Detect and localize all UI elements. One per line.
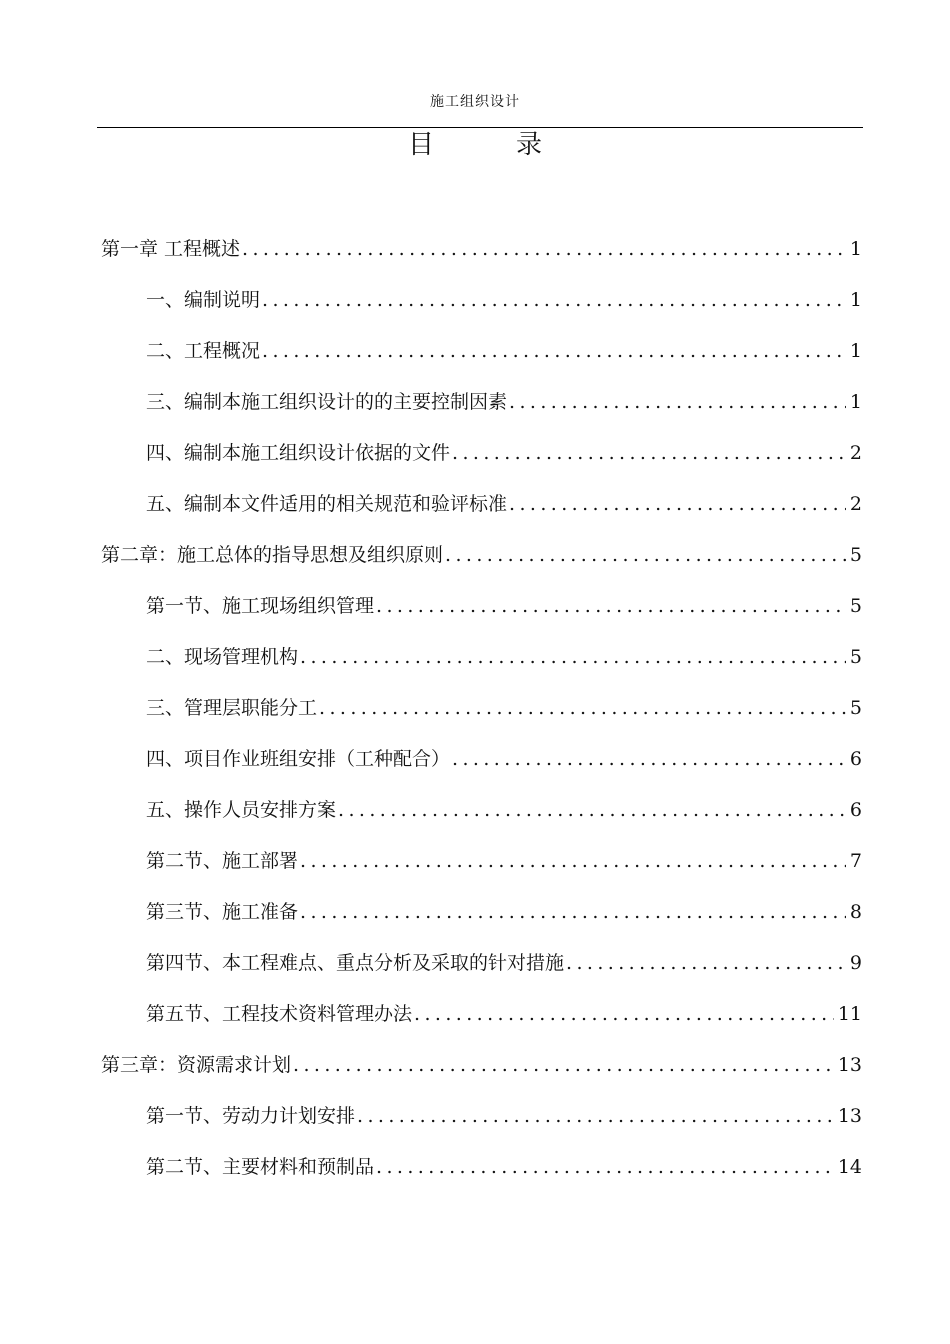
toc-entry-label: 第二节、施工部署 [146, 850, 299, 872]
toc-leader-dots [300, 642, 846, 672]
toc-entry-page: 6 [849, 799, 862, 821]
toc-leader-dots [566, 948, 846, 978]
toc-entry[interactable] [101, 285, 862, 336]
toc-entry-label: 三、编制本施工组织设计的的主要控制因素 [146, 391, 508, 413]
toc-entry[interactable] [101, 438, 862, 489]
toc-title-right: 录 [516, 130, 543, 160]
toc-leader-dots [319, 693, 846, 723]
toc-entry[interactable] [101, 999, 862, 1050]
toc-entry-page: 2 [849, 442, 862, 464]
toc-leader-dots [509, 489, 846, 519]
toc-entry-page: 11 [837, 1003, 862, 1025]
toc-title [0, 124, 950, 161]
toc-entry-label: 四、编制本施工组织设计依据的文件 [146, 442, 451, 464]
toc-entry-page: 2 [849, 493, 862, 515]
toc-entry[interactable] [101, 1101, 862, 1152]
toc-leader-dots [338, 795, 846, 825]
toc-entry-label: 第三节、施工准备 [146, 901, 299, 923]
toc-entry-page: 6 [849, 748, 862, 770]
toc-entry-label: 第二章：施工总体的指导思想及组织原则 [101, 544, 444, 566]
toc-entry-label: 第一节、劳动力计划安排 [146, 1105, 356, 1127]
toc-entry[interactable] [101, 642, 862, 693]
toc-leader-dots [452, 744, 846, 774]
toc-entry-label: 第二节、主要材料和预制品 [146, 1156, 375, 1178]
toc-entry[interactable] [101, 948, 862, 999]
toc-entry-page: 1 [849, 289, 862, 311]
toc-leader-dots [293, 1050, 834, 1080]
toc-entry-page: 13 [837, 1054, 862, 1076]
toc-leader-dots [509, 387, 846, 417]
toc-entry[interactable] [101, 591, 862, 642]
toc-leader-dots [262, 336, 846, 366]
toc-entry-page: 13 [837, 1105, 862, 1127]
toc-leader-dots [376, 591, 846, 621]
toc-entry[interactable] [101, 744, 862, 795]
toc-entry-page: 5 [849, 646, 862, 668]
toc-entry-label: 第五节、工程技术资料管理办法 [146, 1003, 413, 1025]
toc-entry-label: 第一节、施工现场组织管理 [146, 595, 375, 617]
toc-leader-dots [376, 1152, 834, 1182]
toc-entry[interactable] [101, 234, 862, 285]
toc-entry[interactable] [101, 897, 862, 948]
toc-entry-page: 5 [849, 595, 862, 617]
toc-entry[interactable] [101, 540, 862, 591]
toc-entry[interactable] [101, 387, 862, 438]
toc-entry-label: 五、编制本文件适用的相关规范和验评标准 [146, 493, 508, 515]
toc-entry-label: 一、编制说明 [146, 289, 261, 311]
toc-entry-label: 二、现场管理机构 [146, 646, 299, 668]
toc-entry-page: 9 [849, 952, 862, 974]
toc-entry-page: 1 [849, 391, 862, 413]
toc-entry[interactable] [101, 1050, 862, 1101]
toc-leader-dots [452, 438, 846, 468]
toc-entry-page: 1 [849, 340, 862, 362]
toc-entry[interactable] [101, 846, 862, 897]
toc-leader-dots [445, 540, 846, 570]
toc-entry[interactable] [101, 1152, 862, 1203]
toc-entry-label: 第三章：资源需求计划 [101, 1054, 292, 1076]
toc-leader-dots [300, 897, 846, 927]
toc-entry-page: 5 [849, 544, 862, 566]
toc-leader-dots [414, 999, 834, 1029]
toc-title-left: 目 [407, 130, 434, 160]
toc-entry-page: 5 [849, 697, 862, 719]
toc-entry-page: 14 [837, 1156, 862, 1178]
toc-entry-page: 1 [849, 238, 862, 260]
toc-entry-page: 8 [849, 901, 862, 923]
toc-leader-dots [300, 846, 846, 876]
toc-entry-label: 四、项目作业班组安排（工种配合） [146, 748, 451, 770]
table-of-contents [101, 234, 862, 1203]
toc-leader-dots [357, 1101, 834, 1131]
toc-entry[interactable] [101, 336, 862, 387]
toc-entry[interactable] [101, 489, 862, 540]
toc-entry[interactable] [101, 693, 862, 744]
toc-entry[interactable] [101, 795, 862, 846]
toc-entry-label: 第四节、本工程难点、重点分析及采取的针对措施 [146, 952, 565, 974]
toc-entry-label: 二、工程概况 [146, 340, 261, 362]
header-title: 施工组织设计 [430, 94, 520, 110]
toc-leader-dots [262, 285, 846, 315]
toc-leader-dots [242, 234, 846, 264]
toc-entry-label: 三、管理层职能分工 [146, 697, 318, 719]
toc-entry-label: 五、操作人员安排方案 [146, 799, 337, 821]
toc-entry-page: 7 [849, 850, 862, 872]
toc-entry-label: 第一章 工程概述 [101, 238, 241, 260]
